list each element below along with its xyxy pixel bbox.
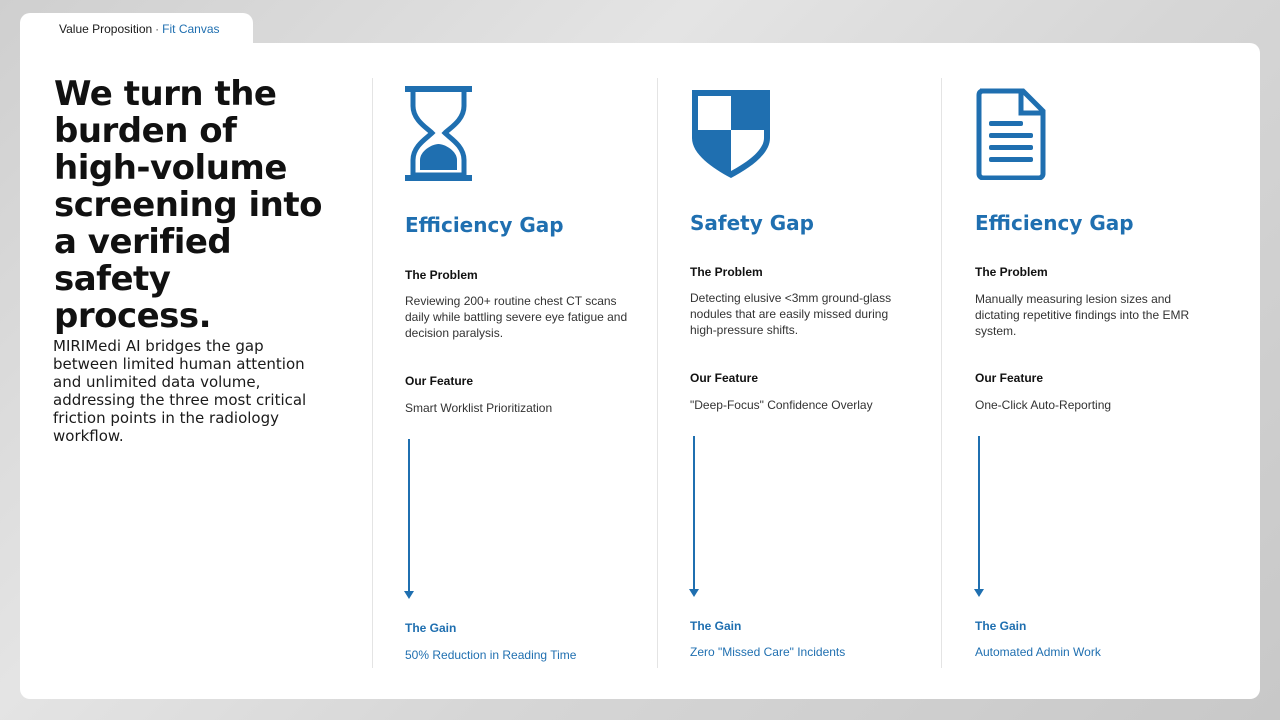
gain-text: 50% Reduction in Reading Time [405, 648, 577, 662]
feature-label: Our Feature [975, 371, 1044, 385]
hero-headline: We turn the burden of high-volume screening into a verified safety process. [54, 74, 322, 336]
feature-text: Smart Worklist Prioritization [405, 401, 553, 415]
feature-label: Our Feature [405, 374, 474, 388]
fit-canvas-link[interactable]: Fit Canvas [162, 22, 220, 36]
hourglass-icon [405, 86, 473, 182]
document-icon [975, 88, 1047, 180]
feature-text: One-Click Auto-Reporting [975, 398, 1112, 412]
value-column-safety [690, 43, 950, 699]
problem-label: The Problem [405, 268, 478, 282]
flow-arrow [408, 439, 410, 592]
problem-text: Reviewing 200+ routine chest CT scans daily while battling severe eye fatigue and decision paralysis. [405, 294, 628, 340]
flow-arrow [978, 436, 980, 590]
column-title: Efficiency Gap [405, 213, 564, 237]
problem-text: Manually measuring lesion sizes and dictating repetitive findings into the EMR system. [975, 292, 1190, 338]
tab-section-label: Value Proposition [59, 22, 153, 36]
feature-text: "Deep-Focus" Confidence Overlay [690, 398, 873, 412]
feature-label: Our Feature [690, 371, 759, 385]
gain-label: The Gain [405, 621, 457, 635]
value-column-efficiency [405, 43, 665, 699]
gain-text: Automated Admin Work [975, 645, 1101, 659]
problem-label: The Problem [690, 265, 763, 279]
shield-icon [690, 88, 772, 180]
hero-intro: MIRIMedi AI bridges the gap between limited human attention and unlimited data volume, addressing the three most critical friction points in the radiology workflow. [53, 337, 307, 445]
flow-arrow [693, 436, 695, 590]
gain-text: Zero "Missed Care" Incidents [690, 645, 846, 659]
gain-label: The Gain [975, 619, 1027, 633]
gain-label: The Gain [690, 619, 742, 633]
problem-text: Detecting elusive <3mm ground-glass nodules that are easily missed during high-pressure shifts. [690, 291, 892, 337]
problem-label: The Problem [975, 265, 1048, 279]
column-title: Safety Gap [690, 211, 814, 235]
value-column-reporting [975, 43, 1235, 699]
slide-canvas [20, 43, 1260, 699]
column-title: Efficiency Gap [975, 211, 1134, 235]
tab-separator: · [155, 22, 160, 36]
column-divider [372, 78, 373, 668]
